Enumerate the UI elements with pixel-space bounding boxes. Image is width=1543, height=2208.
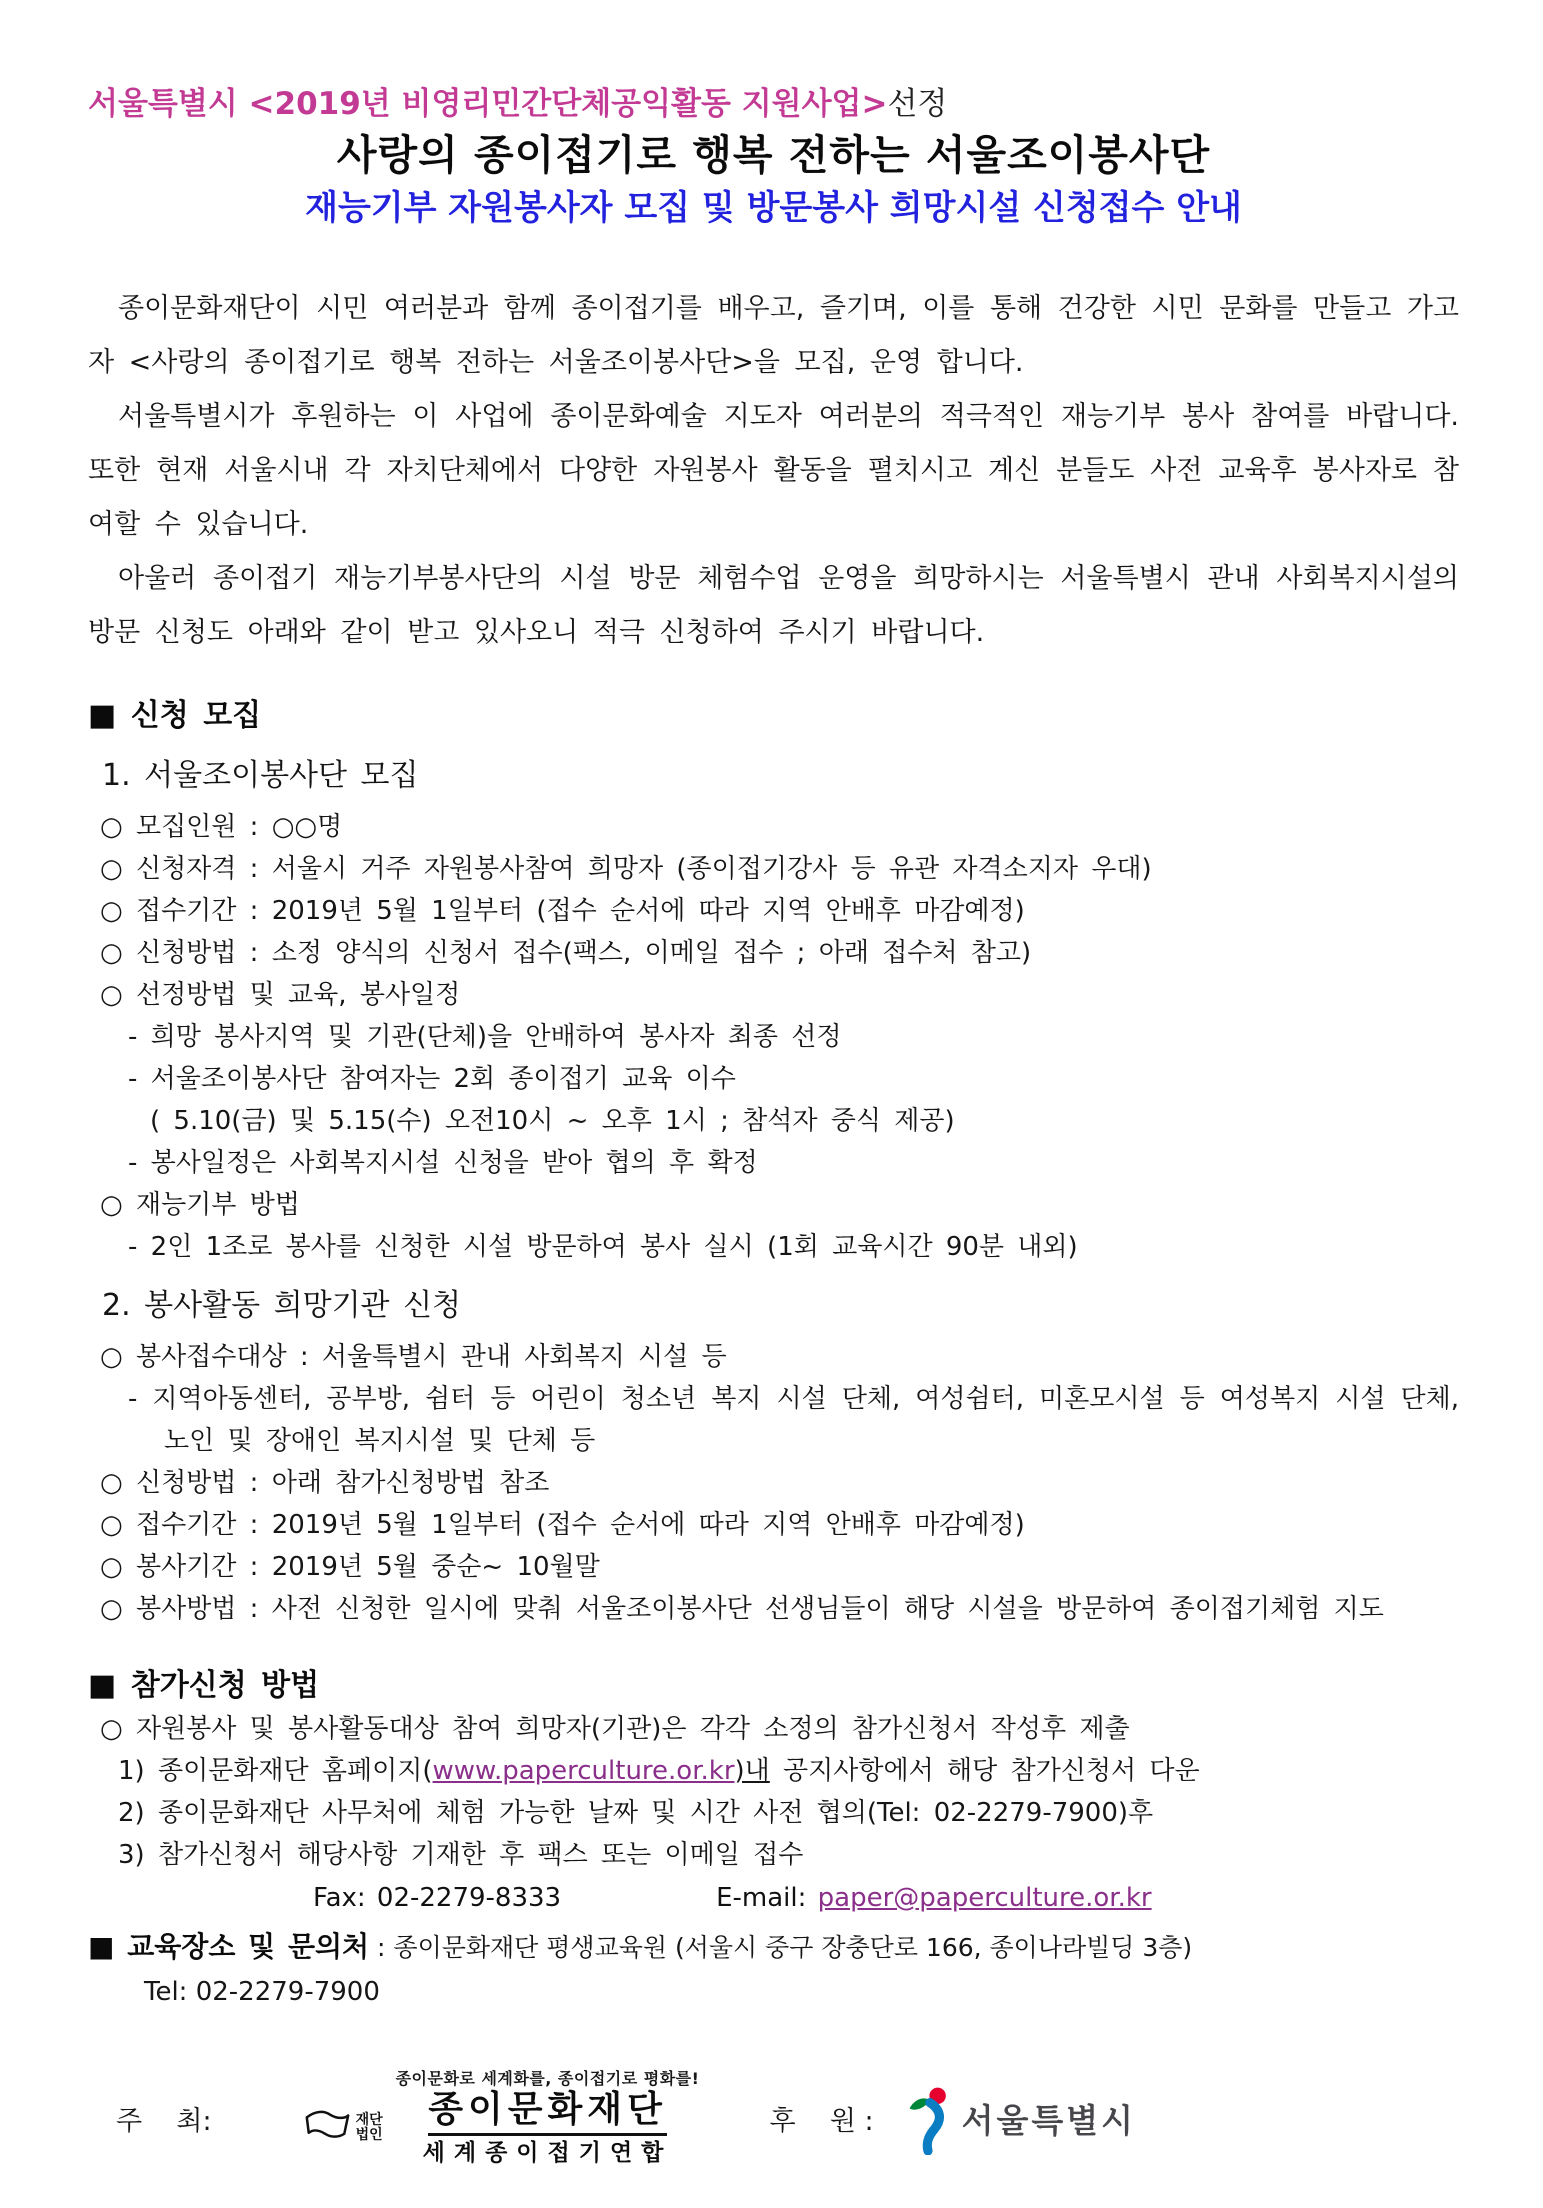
list-item: ○ 자원봉사 및 봉사활동대상 참여 희망자(기관)은 각각 소정의 참가신청서 작성후 제출 [100, 1714, 1130, 1744]
list-item: ○ 접수기간 : 2019년 5월 1일부터 (접수 순서에 따라 지역 안배후 마감예정) [100, 896, 1025, 926]
paperculture-foundation-logo [302, 2069, 700, 2168]
org-name: 종이문화재단 [428, 2089, 667, 2136]
email-link[interactable]: paper@paperculture.or.kr [817, 1883, 1152, 1913]
list-item: ○ 봉사방법 : 사전 신청한 일시에 맞춰 서울조이봉사단 선생님들이 해당 시설을 방문하여 종이접기체험 지도 [100, 1594, 1384, 1624]
program-suffix: 선정 [887, 86, 948, 122]
host-label: 주 최: [116, 2106, 212, 2137]
sub-list-item: - 지역아동센터, 공부방, 쉼터 등 어린이 청소년 복지 시설 단체, 여성쉼터, 미혼모시설 등 여성복지 시설 단체, 노인 및 장애인 복지시설 및 단체 등 [128, 1384, 1459, 1456]
intro-paragraph: 아울러 종이접기 재능기부봉사단의 시설 방문 체험수업 운영을 희망하시는 서울특별시 관내 사회복지시설의 방문 신청도 아래와 같이 받고 있사오니 적극 신청하여 주시기 바랍니다. [88, 563, 1459, 648]
list-item: ○ 신청자격 : 서울시 거주 자원봉사참여 희망자 (종이접기강사 등 유관 자격소지자 우대) [100, 854, 1152, 884]
apply-step-3: 3) 참가신청서 해당사항 기재한 후 팩스 또는 이메일 접수 [118, 1840, 804, 1870]
intro-paragraph: 종이문화재단이 시민 여러분과 함께 종이접기를 배우고, 즐기며, 이를 통해 건강한 시민 문화를 만들고 가고자 <사랑의 종이접기로 행복 전하는 서울조이봉사단>을 모집, 운영 합니다. [88, 293, 1459, 378]
list-item: ○ 봉사기간 : 2019년 5월 중순~ 10월말 [100, 1552, 600, 1582]
list-item: ○ 선정방법 및 교육, 봉사일정 [100, 980, 461, 1010]
program-label: 서울특별시 <2019년 비영리민간단체공익활동 지원사업> [88, 86, 888, 122]
seoul-emblem-icon [898, 2083, 956, 2155]
apply-step-1 [118, 1750, 1459, 1792]
homepage-link[interactable]: www.paperculture.or.kr [432, 1756, 735, 1786]
footer [116, 2069, 1459, 2168]
group1-title: 1. 서울조이봉사단 모집 [102, 758, 419, 793]
intro-paragraph: 서울특별시가 후원하는 이 사업에 종이문화예술 지도자 여러분의 적극적인 재능기부 봉사 참여를 바랍니다. 또한 현재 서울시내 각 자치단체에서 다양한 자원봉사 활동을 펼치시고 계신 분들도 사전 교육후 봉사자로 참여할 수 있습니다. [88, 401, 1459, 540]
venue-address: 종이문화재단 평생교육원 (서울시 중구 장충단로 166, 종이나라빌딩 3층) [393, 1933, 1193, 1962]
program-selection-line [88, 82, 1459, 126]
venue-separator: : [369, 1933, 394, 1962]
sponsor-label: 후 원 : [769, 2106, 874, 2137]
sub-list-item: - 희망 봉사지역 및 기관(단체)을 안배하여 봉사자 최종 선정 [128, 1022, 842, 1052]
org-logo-text [396, 2069, 700, 2168]
step1-prefix: 1) 종이문화재단 홈페이지( [118, 1756, 433, 1786]
fax-number: Fax: 02-2279-8333 [313, 1883, 562, 1913]
list-item: ○ 재능기부 방법 [100, 1190, 300, 1220]
list-item: ○ 신청방법 : 아래 참가신청방법 참조 [100, 1468, 550, 1498]
section-heading-venue: ■ 교육장소 및 문의처 [88, 1930, 370, 1963]
flag-icon [302, 2108, 352, 2148]
contact-line [313, 1876, 1459, 1920]
section-heading-apply: ■ 참가신청 방법 [88, 1668, 320, 1703]
intro-section [88, 282, 1459, 660]
org-tagline: 종이문화로 세계화를, 종이접기로 평화를! [395, 2069, 700, 2088]
list-item: ○ 봉사접수대상 : 서울특별시 관내 사회복지 시설 등 [100, 1342, 727, 1372]
seoul-city-logo [898, 2083, 1136, 2155]
sub-list-item: - 봉사일정은 사회복지시설 신청을 받아 협의 후 확정 [128, 1148, 758, 1178]
sub-list-item: ( 5.10(금) 및 5.15(수) 오전10시 ~ 오후 1시 ; 참석자 중식 제공) [150, 1106, 955, 1136]
seoul-city-name: 서울특별시 [961, 2101, 1137, 2140]
sub-list-item: - 2인 1조로 봉사를 신청한 시설 방문하여 봉사 실시 (1회 교육시간 90분 내외) [128, 1232, 1078, 1262]
apply-step-2: 2) 종이문화재단 사무처에 체험 가능한 날짜 및 시간 사전 협의(Tel: 02-2279-7900)후 [118, 1798, 1154, 1828]
email-label: E-mail: [716, 1883, 818, 1913]
step1-mid: )내 [734, 1756, 770, 1786]
step1-suffix: 공지사항에서 해당 참가신청서 다운 [769, 1756, 1200, 1786]
list-item: ○ 모집인원 : ○○명 [100, 812, 343, 842]
list-item: ○ 접수기간 : 2019년 5월 1일부터 (접수 순서에 따라 지역 안배후 마감예정) [100, 1510, 1025, 1540]
org-subname: 세계종이접기연합 [422, 2140, 673, 2166]
tel-number: Tel: 02-2279-7900 [144, 1977, 380, 2007]
org-logo-left [302, 2108, 392, 2148]
group2-title: 2. 봉사활동 희망기관 신청 [102, 1288, 462, 1323]
venue-line [88, 1924, 1459, 1971]
section-heading-recruit: ■ 신청 모집 [88, 698, 262, 733]
corp-type-label: 재단법인 [355, 2111, 383, 2143]
list-item: ○ 신청방법 : 소정 양식의 신청서 접수(팩스, 이메일 접수 ; 아래 접수처 참고) [100, 938, 1032, 968]
sub-list-item: - 서울조이봉사단 참여자는 2회 종이접기 교육 이수 [128, 1064, 736, 1094]
page-subtitle: 재능기부 자원봉사자 모집 및 방문봉사 희망시설 신청접수 안내 [305, 188, 1242, 228]
page-title: 사랑의 종이접기로 행복 전하는 서울조이봉사단 [336, 131, 1211, 179]
